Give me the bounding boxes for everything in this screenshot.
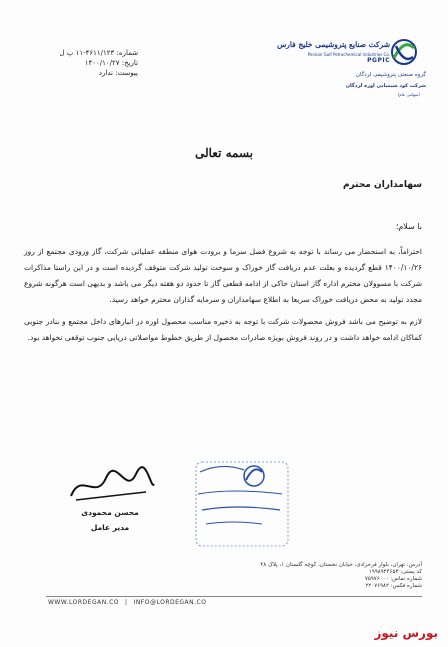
footer-contact bbox=[48, 599, 206, 606]
footer-email: INFO@LORDEGAN.CO bbox=[133, 599, 207, 606]
logo-type: (سهامی عام) bbox=[397, 92, 420, 97]
footer-separator: | bbox=[125, 599, 128, 606]
reference-block bbox=[28, 48, 138, 78]
body-paragraph-1: احتراماً، به استحضار می رساند با توجه به شروع فصل سرما و برودت هوای منطقه عملیاتی شرکت، گاز ورودی مجتمع از روز ۱۴۰۰/۱۰/۲۶ قطع گردیده و بعلت عدم دریافت گاز خوراک و سوخت تولید شرکت متوقف گردیده است و در این راستا مذاکرات شرکت با مسوولان محترم اداره گاز استان حاکی از ادامه قطعی گاز تا حدود دو هفته دیگر می باشد و بدیهی است هرگونه شروع مجدد تولید به محض دریافت خوراک سریعا به اطلاع سهامداران و سرمایه گذاران محترم خواهد رسید. bbox=[24, 247, 422, 304]
basmala-heading: بسمه تعالی bbox=[194, 146, 254, 160]
letter-body bbox=[24, 244, 422, 352]
signer-title: مدیر عامل bbox=[90, 523, 130, 532]
signature-scribble-icon bbox=[66, 466, 156, 506]
signer-name: محسن محمودی bbox=[81, 508, 139, 517]
footer-fax: شماره فکس: ۲۲۰۷۶۹۸۲ bbox=[365, 583, 422, 589]
logo-company-fa: شرکت صنایع پتروشیمی خلیج فارس bbox=[277, 40, 390, 49]
footer-website: WWW.LORDEGAN.CO bbox=[48, 599, 120, 606]
footer-postal: کد پستی: ۱۹۹۸۹۴۴۶۵۳ bbox=[368, 569, 422, 575]
body-paragraph-2: لازم به توضیح می باشد فروش محصولات شرکت با توجه به ذخیره مناسب محصول اوره در انبارهای داخل مجتمع و بنادر جنوبی کماکان ادامه خواهد داشت و در روند فروش بویژه صادرات محصول از طریق خطوط مواصلاتی دریایی جنوب توقفی نخواهد بود. bbox=[24, 317, 422, 342]
company-stamp-icon bbox=[192, 458, 292, 554]
addressee: سهامداران محترم bbox=[342, 180, 422, 190]
letter-number: شماره: ۴۶۱۱/۱۲۳-۱۱ پ ل bbox=[59, 49, 138, 57]
watermark: بورس نیوز bbox=[374, 626, 438, 640]
footer-phone: شماره تماس: ۷۵۹۷۶۰۰۰ bbox=[364, 576, 422, 582]
logo-subsidiary: شرکت کود شیمیایی اوره لردگان bbox=[345, 83, 426, 89]
footer-address-block bbox=[62, 562, 422, 590]
logo-abbr: PGPIC bbox=[367, 57, 390, 64]
logo-group: گروه صنعتی پتروشیمی لردگان bbox=[355, 72, 426, 78]
salutation: با سلام؛ bbox=[395, 222, 422, 231]
letter-attachment: پیوست: ندارد bbox=[98, 69, 138, 77]
footer-address: آدرس: تهران، بلوار فرحزادی، خیابان نخستان، کوچه گلستان ۱، پلاک ۴۸ bbox=[260, 562, 422, 568]
logo-company-en: Persian Gulf Petrochemical Industries Co. bbox=[307, 52, 390, 57]
footer-divider bbox=[46, 596, 422, 597]
letter-date: تاریخ: ۱۴۰۰/۱۰/۲۷ bbox=[84, 59, 138, 67]
